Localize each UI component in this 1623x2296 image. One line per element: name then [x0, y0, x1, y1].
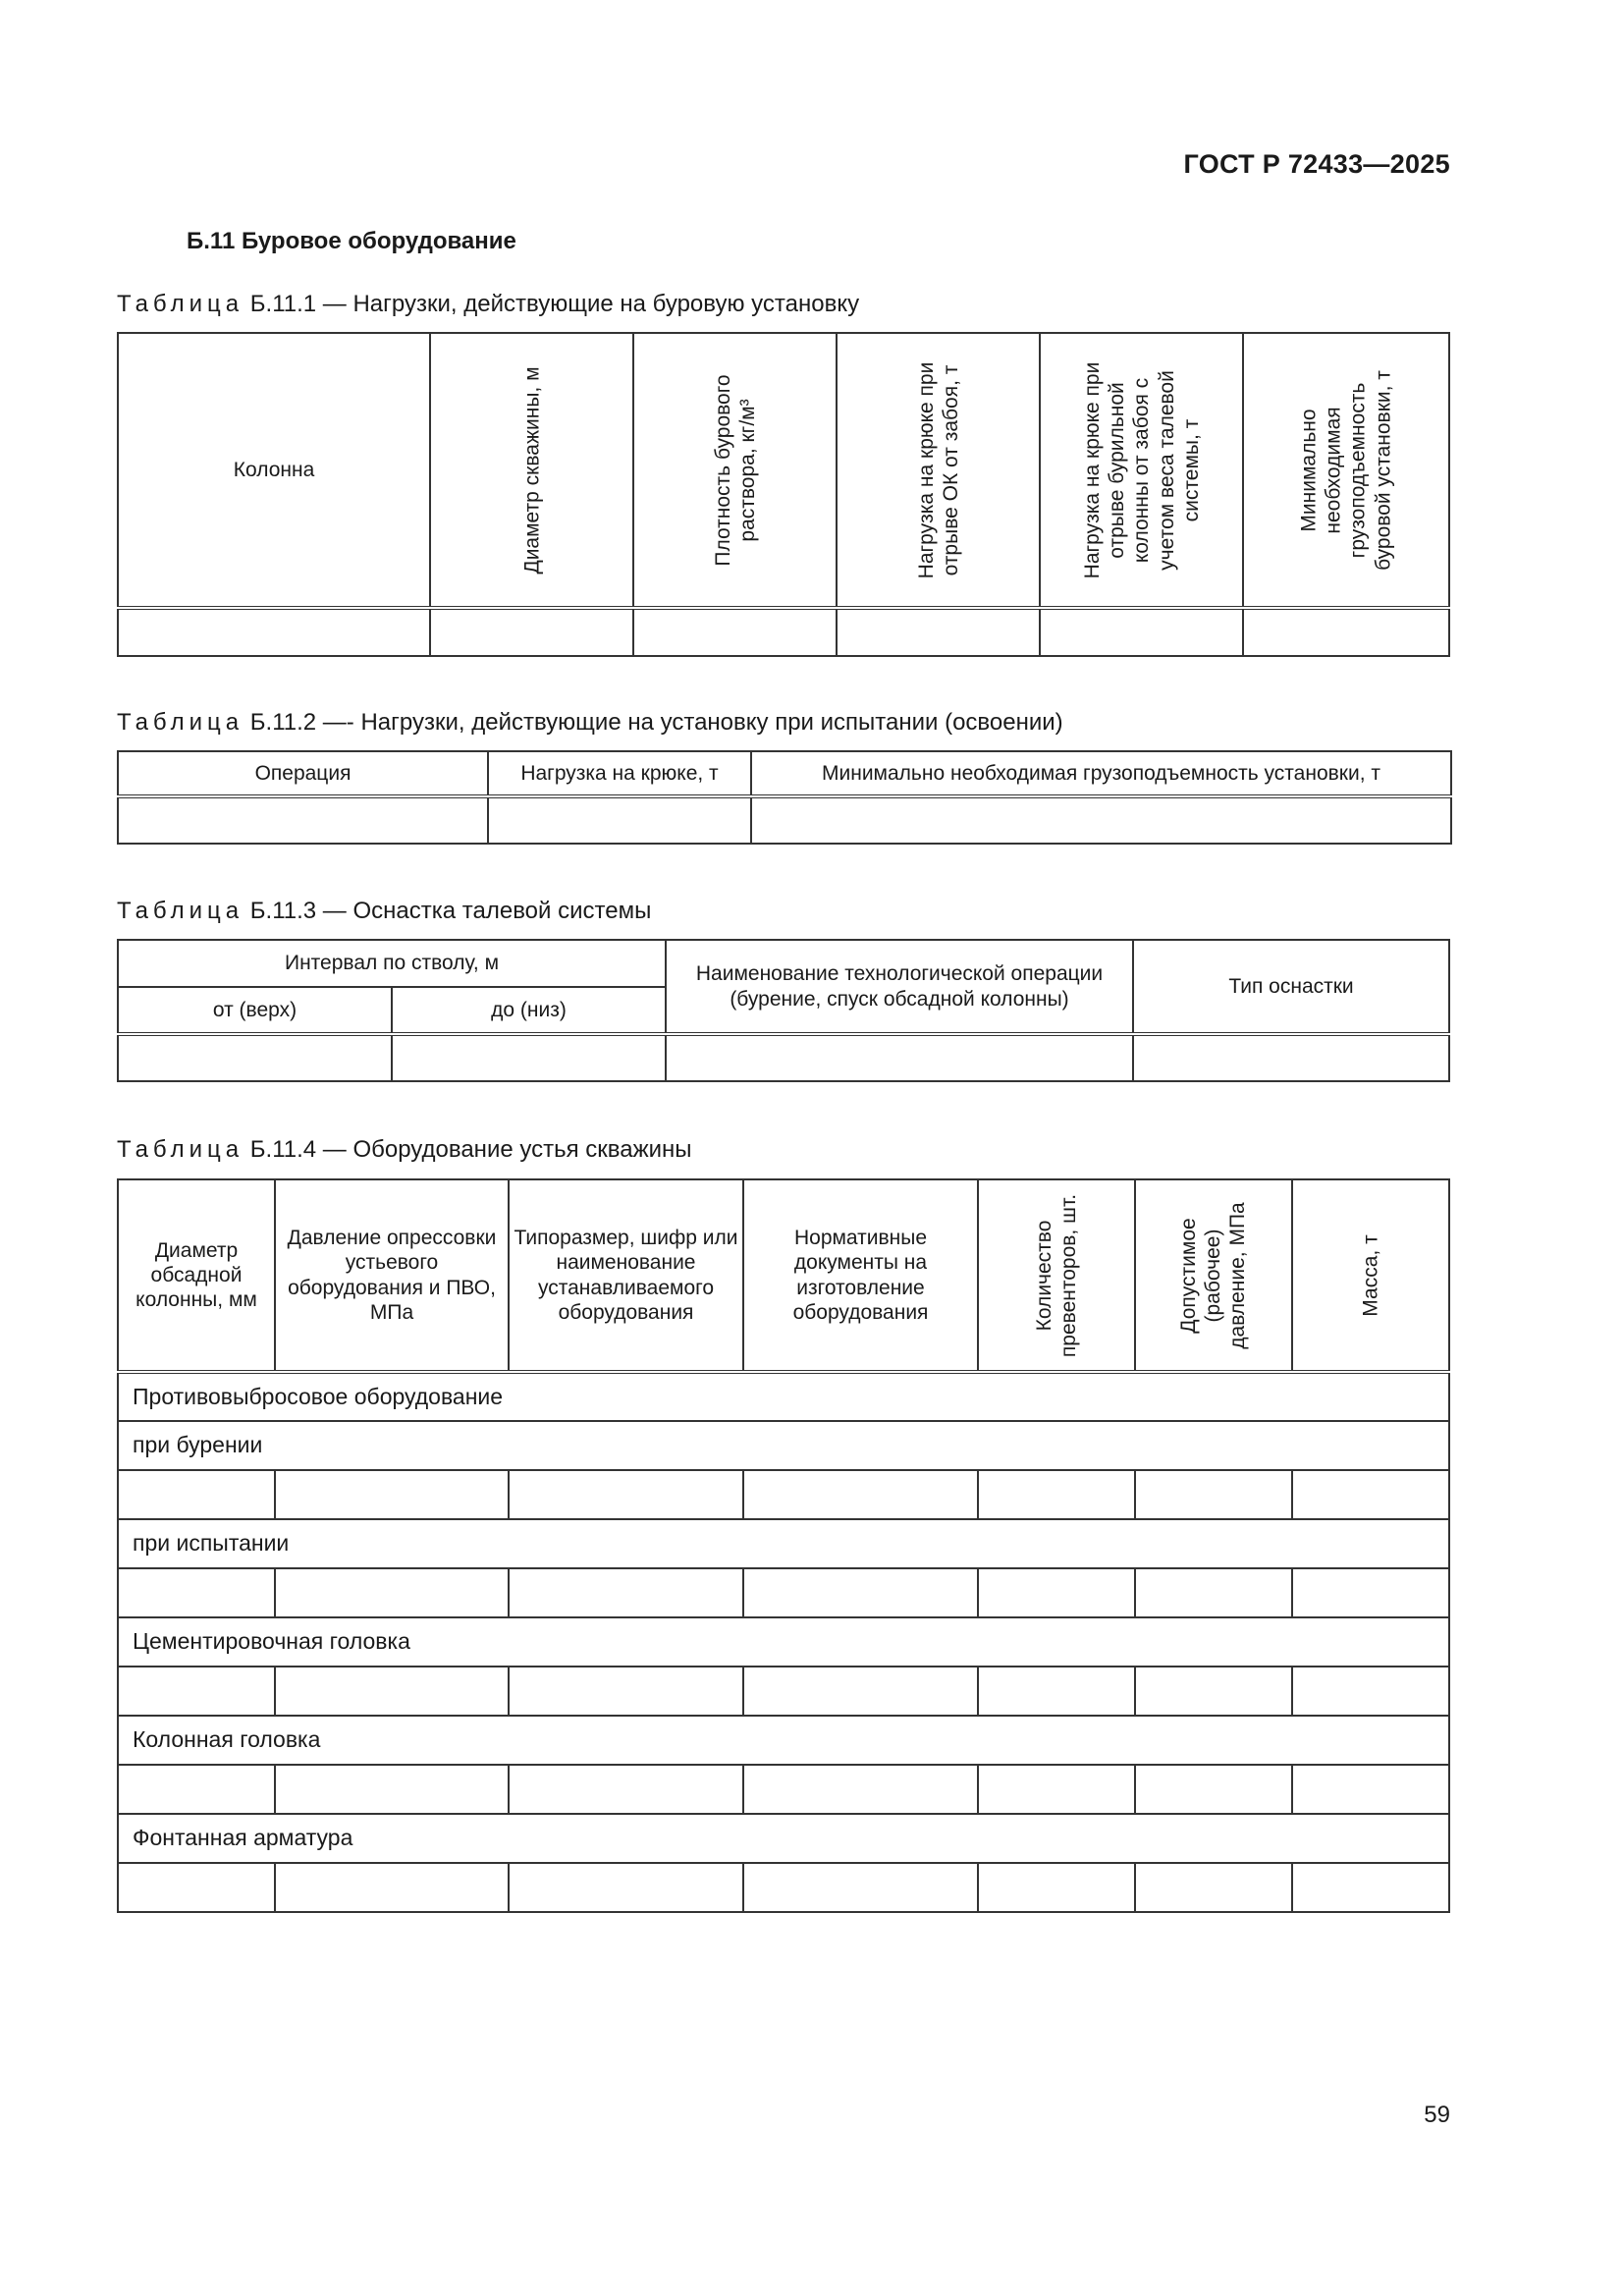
header-hook-load-drill-string: Нагрузка на крюке при отрыве бурильной колонны от забоя с учетом веса талевой системы, т — [1040, 333, 1243, 608]
table-cell — [1243, 608, 1449, 656]
header-equipment-type: Типоразмер, шифр или наименование устанавливаемого оборудования — [509, 1179, 743, 1372]
table-cell — [430, 608, 633, 656]
table-cell — [978, 1568, 1135, 1617]
header-from: от (верх) — [118, 987, 392, 1034]
group-row-christmas-tree: Фонтанная арматура — [118, 1814, 1449, 1863]
header-allowed-pressure: Допустимое (рабочее) давление, МПа — [1135, 1179, 1292, 1372]
testing-loads-table — [117, 750, 1452, 845]
table-cell — [275, 1568, 509, 1617]
table-cell — [509, 1765, 743, 1814]
group-row-bop: Противовыбросовое оборудование — [118, 1372, 1449, 1421]
table-cell — [978, 1667, 1135, 1716]
caption-word: Таблица — [117, 1136, 244, 1163]
header-min-capacity: Минимально необходимая грузоподъемность установки, т — [751, 751, 1451, 796]
caption-text: Б.11.1 — Нагрузки, действующие на буровую установку — [243, 291, 860, 317]
caption-word: Таблица — [117, 709, 244, 736]
loads-table — [117, 332, 1450, 657]
caption-word: Таблица — [117, 291, 244, 317]
table-cell — [118, 1863, 275, 1912]
table-cell — [1292, 1667, 1449, 1716]
header-min-capacity: Минимально необходимая грузоподъемность буровой установки, т — [1243, 333, 1449, 608]
header-to: до (низ) — [392, 987, 666, 1034]
table-cell — [118, 1034, 392, 1081]
table-cell — [509, 1568, 743, 1617]
table-cell — [743, 1863, 978, 1912]
table-cell — [509, 1470, 743, 1519]
section-title: Б.11 Буровое оборудование — [187, 228, 516, 254]
table-cell — [509, 1863, 743, 1912]
table-cell — [118, 1470, 275, 1519]
table-cell — [118, 608, 430, 656]
header-hook-load: Нагрузка на крюке, т — [488, 751, 751, 796]
table-cell — [666, 1034, 1133, 1081]
table-cell — [1292, 1470, 1449, 1519]
header-normative-docs: Нормативные документы на изготовление оборудования — [743, 1179, 978, 1372]
header-casing-diameter: Диаметр обсадной колонны, мм — [118, 1179, 275, 1372]
table-cell — [743, 1765, 978, 1814]
group-row-drilling: при бурении — [118, 1421, 1449, 1470]
header-mass: Масса, т — [1292, 1179, 1449, 1372]
caption-word: Таблица — [117, 898, 244, 924]
rigging-table — [117, 939, 1450, 1082]
header-column: Колонна — [118, 333, 430, 608]
table-cell — [275, 1863, 509, 1912]
table-cell — [1135, 1667, 1292, 1716]
group-row-casing-head: Колонная головка — [118, 1716, 1449, 1765]
table-cell — [1292, 1863, 1449, 1912]
table-cell — [1135, 1765, 1292, 1814]
header-operation-name: Наименование технологической операции (бурение, спуск обсадной колонны) — [666, 940, 1133, 1034]
table-cell — [118, 1765, 275, 1814]
table-cell — [978, 1765, 1135, 1814]
table-cell — [1135, 1863, 1292, 1912]
table-cell — [743, 1470, 978, 1519]
header-rigging-type: Тип оснастки — [1133, 940, 1449, 1034]
table-3-caption — [117, 898, 651, 925]
table-cell — [118, 1667, 275, 1716]
header-mud-density: Плотность бурового раствора, кг/м³ — [633, 333, 837, 608]
header-operation: Операция — [118, 751, 488, 796]
table-cell — [743, 1667, 978, 1716]
header-hook-load-casing: Нагрузка на крюке при отрыве ОК от забоя, т — [837, 333, 1040, 608]
table-1-caption — [117, 291, 859, 318]
table-cell — [978, 1863, 1135, 1912]
table-cell — [275, 1667, 509, 1716]
wellhead-equipment-table — [117, 1178, 1450, 1913]
page-number: 59 — [1424, 2102, 1450, 2128]
table-4-caption — [117, 1136, 692, 1164]
header-preventer-count: Количество превенторов, шт. — [978, 1179, 1135, 1372]
group-row-cementing-head: Цементировочная головка — [118, 1617, 1449, 1667]
table-cell — [751, 796, 1451, 844]
table-cell — [488, 796, 751, 844]
group-row-testing: при испытании — [118, 1519, 1449, 1568]
table-cell — [118, 796, 488, 844]
caption-text: Б.11.2 —- Нагрузки, действующие на установку при испытании (освоении) — [243, 709, 1063, 736]
header-well-diameter: Диаметр скважины, м — [430, 333, 633, 608]
caption-text: Б.11.3 — Оснастка талевой системы — [243, 898, 652, 924]
table-cell — [1292, 1765, 1449, 1814]
caption-text: Б.11.4 — Оборудование устья скважины — [243, 1136, 692, 1163]
table-cell — [275, 1470, 509, 1519]
table-cell — [633, 608, 837, 656]
table-cell — [509, 1667, 743, 1716]
table-cell — [978, 1470, 1135, 1519]
table-cell — [1133, 1034, 1449, 1081]
table-cell — [1292, 1568, 1449, 1617]
table-cell — [275, 1765, 509, 1814]
table-2-caption — [117, 709, 1063, 737]
table-cell — [118, 1568, 275, 1617]
table-cell — [392, 1034, 666, 1081]
table-cell — [1135, 1568, 1292, 1617]
table-cell — [837, 608, 1040, 656]
document-code: ГОСТ Р 72433—2025 — [1183, 149, 1450, 179]
header-test-pressure: Давление опрессовки устьевого оборудования и ПВО, МПа — [275, 1179, 509, 1372]
header-interval: Интервал по стволу, м — [118, 940, 666, 987]
table-cell — [743, 1568, 978, 1617]
table-cell — [1135, 1470, 1292, 1519]
table-cell — [1040, 608, 1243, 656]
